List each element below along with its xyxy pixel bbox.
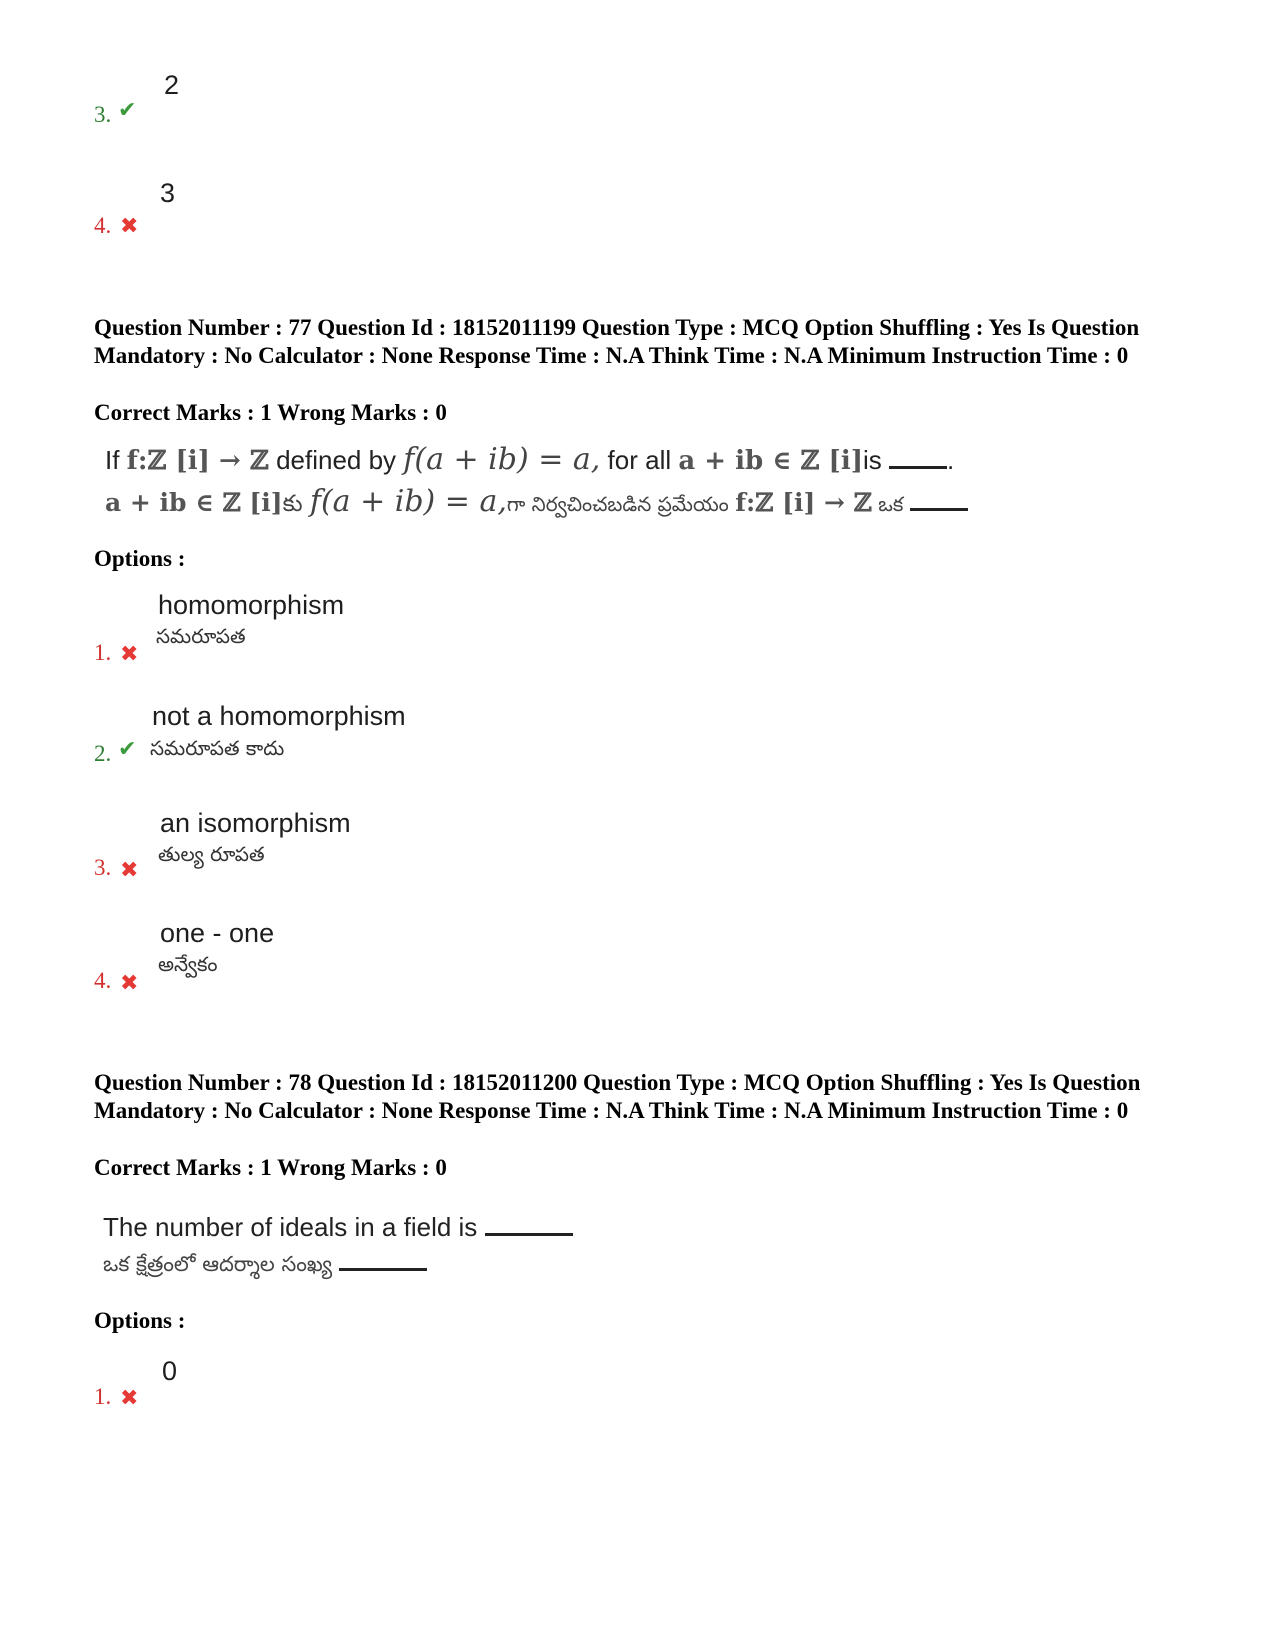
option-text-te: తుల్య రూపత bbox=[158, 842, 265, 866]
option-text-te: సమరూపత కాదు bbox=[150, 736, 285, 760]
option-text-en: one - one bbox=[160, 918, 275, 948]
option-number: 3. bbox=[94, 855, 112, 880]
text-segment: ఒక క్షేత్రంలో ఆదర్శాల సంఖ్య bbox=[103, 1252, 339, 1276]
math-formula: f(a + ib) = a, bbox=[309, 484, 507, 519]
question-77-meta: Question Number : 77 Question Id : 18152011199 Question Type : MCQ Option Shuffling : Yes Is Question Mandatory : No Calculator : None Response Time : N.A Think Time : N.A Minimum Instruction Time : 0 bbox=[94, 315, 1140, 368]
question-78-marks: Correct Marks : 1 Wrong Marks : 0 bbox=[94, 1155, 447, 1180]
question-77-text-en: If f:ℤ [i] → ℤ defined by f(a + ib) = a, for all a + ib ∈ ℤ [i]is . bbox=[105, 442, 955, 477]
option-text-en: an isomorphism bbox=[160, 808, 351, 838]
options-label: Options : bbox=[94, 1308, 186, 1333]
option-number: 2. bbox=[94, 741, 112, 766]
text-segment: The number of ideals in a field is bbox=[103, 1212, 485, 1242]
question-78-text-te bbox=[103, 1252, 427, 1282]
options-label: Options : bbox=[94, 546, 186, 571]
cross-icon: ✖ bbox=[120, 642, 139, 667]
question-78-meta: Question Number : 78 Question Id : 18152011200 Question Type : MCQ Option Shuffling : Yes Is Question Mandatory : No Calculator : None Response Time : N.A Think Time : N.A Minimum Instruction Time : 0 bbox=[94, 1070, 1141, 1123]
math-element: a + ib ∈ ℤ [i] bbox=[678, 446, 864, 476]
text-segment: defined by bbox=[268, 445, 404, 475]
option-text-te: సమరూపత bbox=[156, 624, 246, 648]
answer-blank bbox=[910, 508, 968, 511]
option-text: 3 bbox=[160, 178, 176, 208]
math-element: a + ib ∈ ℤ [i] bbox=[105, 488, 283, 517]
option-number: 4. bbox=[94, 968, 112, 993]
question-78-text-en bbox=[103, 1212, 573, 1243]
option-text: 2 bbox=[164, 70, 180, 100]
option-number: 1. bbox=[94, 640, 112, 665]
text-segment: If bbox=[105, 445, 127, 475]
math-map: f:ℤ [i] → ℤ bbox=[735, 488, 872, 517]
text-segment: గా నిర్వచించబడిన ప్రమేయం bbox=[506, 492, 736, 516]
cross-icon: ✖ bbox=[120, 971, 139, 996]
option-number: 4. bbox=[94, 213, 112, 238]
text-segment: కు bbox=[282, 491, 310, 517]
answer-blank bbox=[889, 466, 947, 469]
option-number: 1. bbox=[94, 1384, 112, 1409]
cross-icon: ✖ bbox=[120, 1386, 139, 1411]
option-text-te: అన్వేకం bbox=[158, 952, 218, 976]
option-text-en: homomorphism bbox=[158, 590, 345, 620]
answer-blank bbox=[485, 1233, 573, 1236]
answer-blank bbox=[339, 1268, 427, 1271]
question-77-text-te bbox=[105, 484, 968, 523]
text-segment: ఒక bbox=[871, 492, 910, 516]
cross-icon: ✖ bbox=[120, 214, 139, 239]
option-number: 3. bbox=[94, 102, 112, 127]
math-map: f:ℤ [i] → ℤ bbox=[126, 446, 269, 476]
option-text-en: not a homomorphism bbox=[152, 701, 406, 731]
option-text: 0 bbox=[162, 1356, 178, 1386]
cross-icon: ✖ bbox=[120, 858, 139, 883]
check-icon: ✔ bbox=[118, 98, 137, 123]
check-icon: ✔ bbox=[118, 737, 137, 762]
text-segment: for all bbox=[600, 445, 679, 475]
math-formula: f(a + ib) = a, bbox=[403, 442, 601, 477]
question-77-marks: Correct Marks : 1 Wrong Marks : 0 bbox=[94, 400, 447, 425]
text-segment: is bbox=[863, 445, 890, 475]
